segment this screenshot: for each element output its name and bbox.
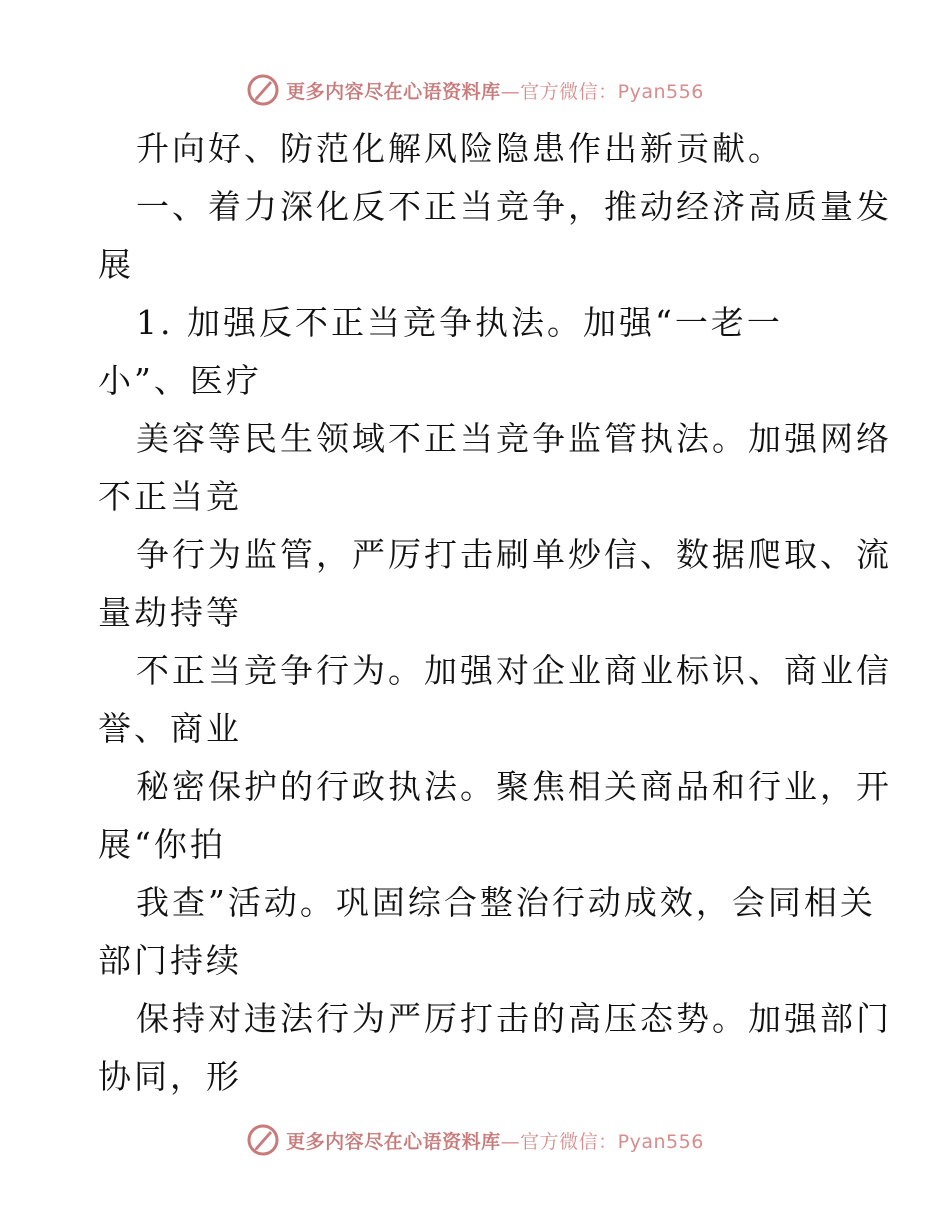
text-line: 保持对违法行为严厉打击的高压态势。加强部门 [136,999,892,1038]
text-line: 誉、商业 [98,709,242,748]
watermark-contact: 官方微信：Pyan556 [520,80,704,103]
text-line: 不正当竞 [98,477,242,516]
text-line: 小”、医疗 [98,361,262,400]
section-heading: 一、着力深化反不正当竞争，推动经济高质量发 [136,187,892,226]
text-line: 1. 加强反不正当竞争执法。加强“一老一 [136,303,783,342]
quill-logo-icon [246,1123,280,1157]
watermark-text [286,1127,704,1154]
text-line: 协同，形 [98,1057,242,1096]
text-line: 不正当竞争行为。加强对企业商业标识、商业信 [136,651,892,690]
text-line: 争行为监管，严厉打击刷单炒信、数据爬取、流 [136,535,892,574]
watermark-text [286,77,704,104]
header-watermark [0,70,950,110]
watermark-brand: 更多内容尽在心语资料库 [286,80,501,103]
watermark-separator: — [500,1130,521,1153]
text-line: 部门持续 [98,941,242,980]
text-line: 秘密保护的行政执法。聚焦相关商品和行业，开 [136,767,892,806]
text-line: 展“你拍 [98,825,226,864]
watermark-contact: 官方微信：Pyan556 [520,1130,704,1153]
watermark-separator: — [500,80,521,103]
document-body [98,120,892,1106]
footer-watermark [0,1120,950,1160]
text-line: 美容等民生领域不正当竞争监管执法。加强网络 [136,419,892,458]
text-line: 升向好、防范化解风险隐患作出新贡献。 [136,129,784,168]
text-line: 展 [98,245,134,284]
text-line: 量劫持等 [98,593,242,632]
watermark-brand: 更多内容尽在心语资料库 [286,1130,501,1153]
text-line: 我查”活动。巩固综合整治行动成效，会同相关 [136,883,876,922]
quill-logo-icon [246,73,280,107]
